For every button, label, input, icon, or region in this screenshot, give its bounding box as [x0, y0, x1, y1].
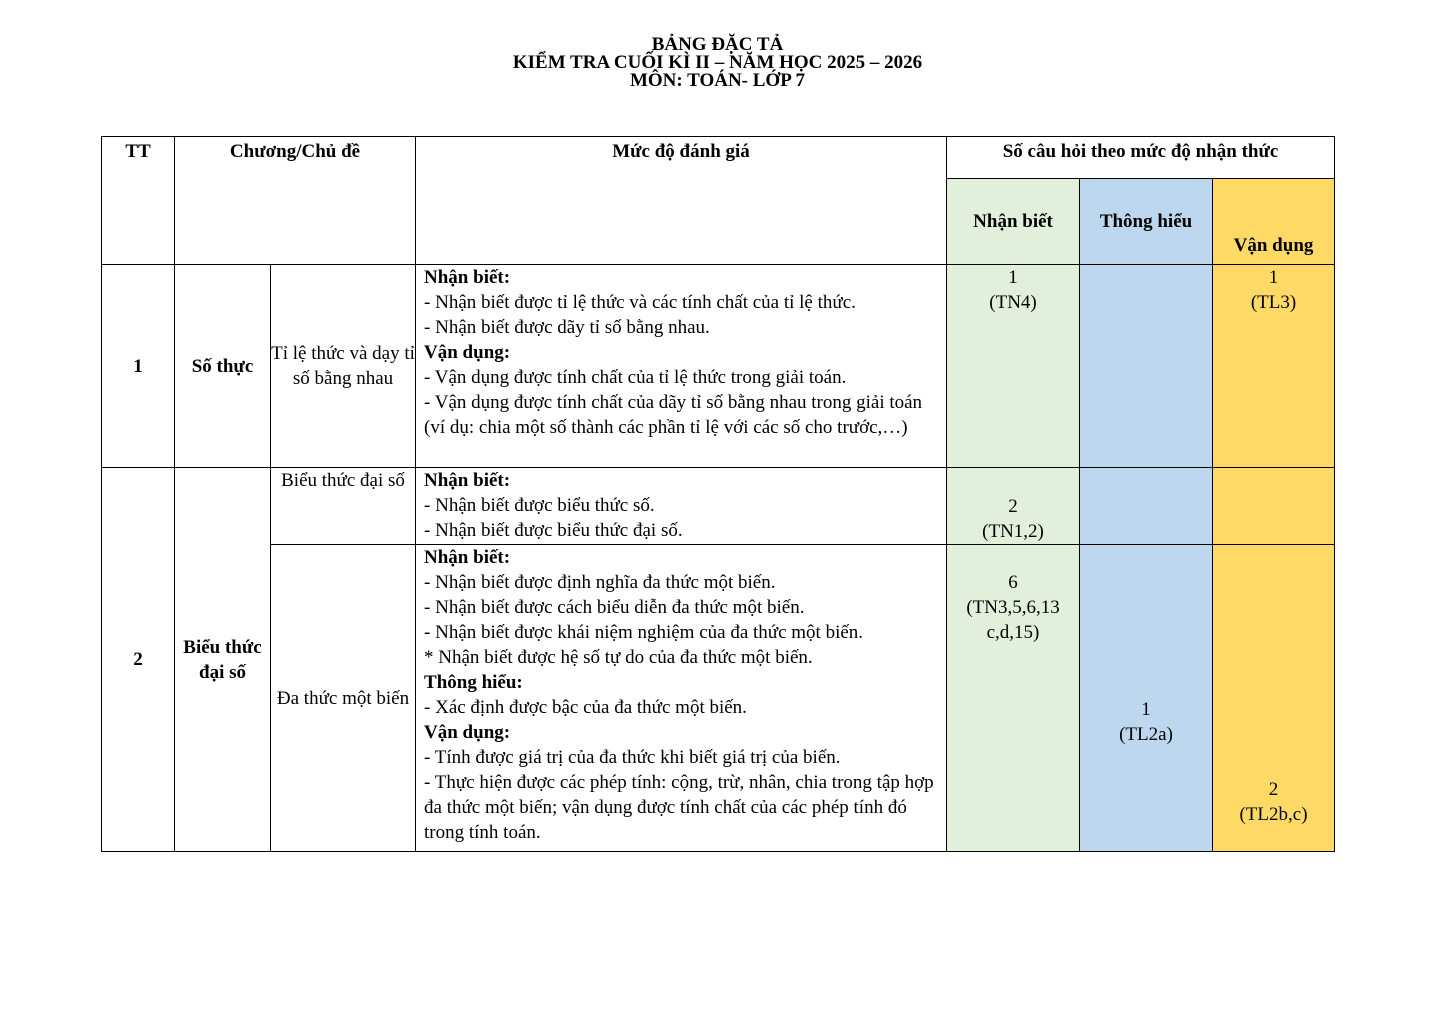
assessment-description	[416, 468, 947, 545]
apply-cell	[1213, 265, 1335, 468]
criteria-line: - Nhận biết được biểu thức đại số.	[424, 520, 683, 541]
recognize-cell	[947, 545, 1080, 852]
criteria-line: - Nhận biết được định nghĩa đa thức một biến.	[424, 572, 776, 593]
apply-cell	[1213, 545, 1335, 852]
understand-cell	[1080, 545, 1213, 852]
table-row	[102, 468, 1335, 545]
header-apply: Vận dụng	[1213, 179, 1335, 265]
row-number: 1	[102, 265, 175, 468]
criteria-line: - Nhận biết được cách biểu diễn đa thức một biến.	[424, 597, 805, 618]
criteria-line: - Xác định được bậc của đa thức một biến.	[424, 697, 747, 718]
header-question-count: Số câu hỏi theo mức độ nhận thức	[947, 137, 1335, 179]
chapter-cell: Số thực	[175, 265, 271, 468]
question-ref: (TL2b,c)	[1239, 804, 1308, 825]
understand-cell	[1080, 468, 1213, 545]
criteria-line: - Vận dụng được tính chất của tỉ lệ thức trong giải toán.	[424, 367, 847, 388]
recognize-cell	[947, 468, 1080, 545]
row-number: 2	[102, 468, 175, 852]
header-understand: Thông hiểu	[1080, 179, 1213, 265]
assessment-description	[416, 265, 947, 468]
criteria-line: - Vận dụng được tính chất của dãy tỉ số bằng nhau trong giải toán (ví dụ: chia một số thành các phần tỉ lệ với các số cho trước,…)	[424, 392, 923, 438]
topic-cell: Tỉ lệ thức và dạy tỉ số bằng nhau	[271, 265, 416, 468]
question-count: 1	[1008, 267, 1018, 288]
question-ref: (TN3,5,6,13 c,d,15)	[966, 597, 1060, 643]
header-recognize: Nhận biết	[947, 179, 1080, 265]
specification-table	[101, 136, 1335, 852]
header-tt: TT	[102, 137, 175, 265]
level-heading: Vận dụng:	[424, 342, 511, 363]
header-row	[102, 137, 1335, 179]
level-heading: Thông hiểu:	[424, 672, 523, 693]
criteria-line: - Nhận biết được dãy tỉ số bằng nhau.	[424, 317, 710, 338]
level-heading: Nhận biết:	[424, 267, 511, 288]
level-heading: Nhận biết:	[424, 547, 511, 568]
level-heading: Vận dụng:	[424, 722, 511, 743]
document-title-block	[0, 36, 1435, 90]
table-row	[102, 265, 1335, 468]
criteria-line: * Nhận biết được hệ số tự do của đa thức một biến.	[424, 647, 813, 668]
header-level: Mức độ đánh giá	[416, 137, 947, 265]
question-count: 2	[1008, 496, 1018, 517]
assessment-description	[416, 545, 947, 852]
subject-title: MÔN: TOÁN- LỚP 7	[629, 70, 806, 91]
criteria-line: - Nhận biết được khái niệm nghiệm của đa thức một biến.	[424, 622, 864, 643]
criteria-line: - Tính được giá trị của đa thức khi biết giá trị của biến.	[424, 747, 841, 768]
table-row	[102, 545, 1335, 852]
chapter-cell: Biểu thức đại số	[175, 468, 271, 852]
topic-cell: Biểu thức đại số	[271, 468, 416, 545]
criteria-line: - Thực hiện được các phép tính: cộng, trừ, nhân, chia trong tập hợp đa thức một biến; vận dụng được tính chất của các phép tính đó trong tính toán.	[424, 772, 934, 843]
question-count: 1	[1141, 699, 1151, 720]
level-heading: Nhận biết:	[424, 470, 511, 491]
document-title: BẢNG ĐẶC TẢ	[651, 34, 784, 55]
understand-cell	[1080, 265, 1213, 468]
question-ref: (TN4)	[989, 292, 1037, 313]
question-ref: (TN1,2)	[982, 521, 1044, 542]
question-ref: (TL3)	[1250, 292, 1297, 313]
apply-cell	[1213, 468, 1335, 545]
recognize-cell	[947, 265, 1080, 468]
criteria-line: - Nhận biết được biểu thức số.	[424, 495, 655, 516]
question-count: 1	[1268, 267, 1279, 288]
exam-title: KIỂM TRA CUỐI KÌ II – NĂM HỌC 2025 – 2026	[512, 52, 923, 73]
question-count: 6	[1008, 572, 1018, 593]
header-chapter: Chương/Chủ đề	[175, 137, 416, 265]
question-count: 2	[1268, 779, 1279, 800]
criteria-line: - Nhận biết được tỉ lệ thức và các tính chất của tỉ lệ thức.	[424, 292, 856, 313]
topic-cell: Đa thức một biến	[271, 545, 416, 852]
question-ref: (TL2a)	[1119, 724, 1173, 745]
